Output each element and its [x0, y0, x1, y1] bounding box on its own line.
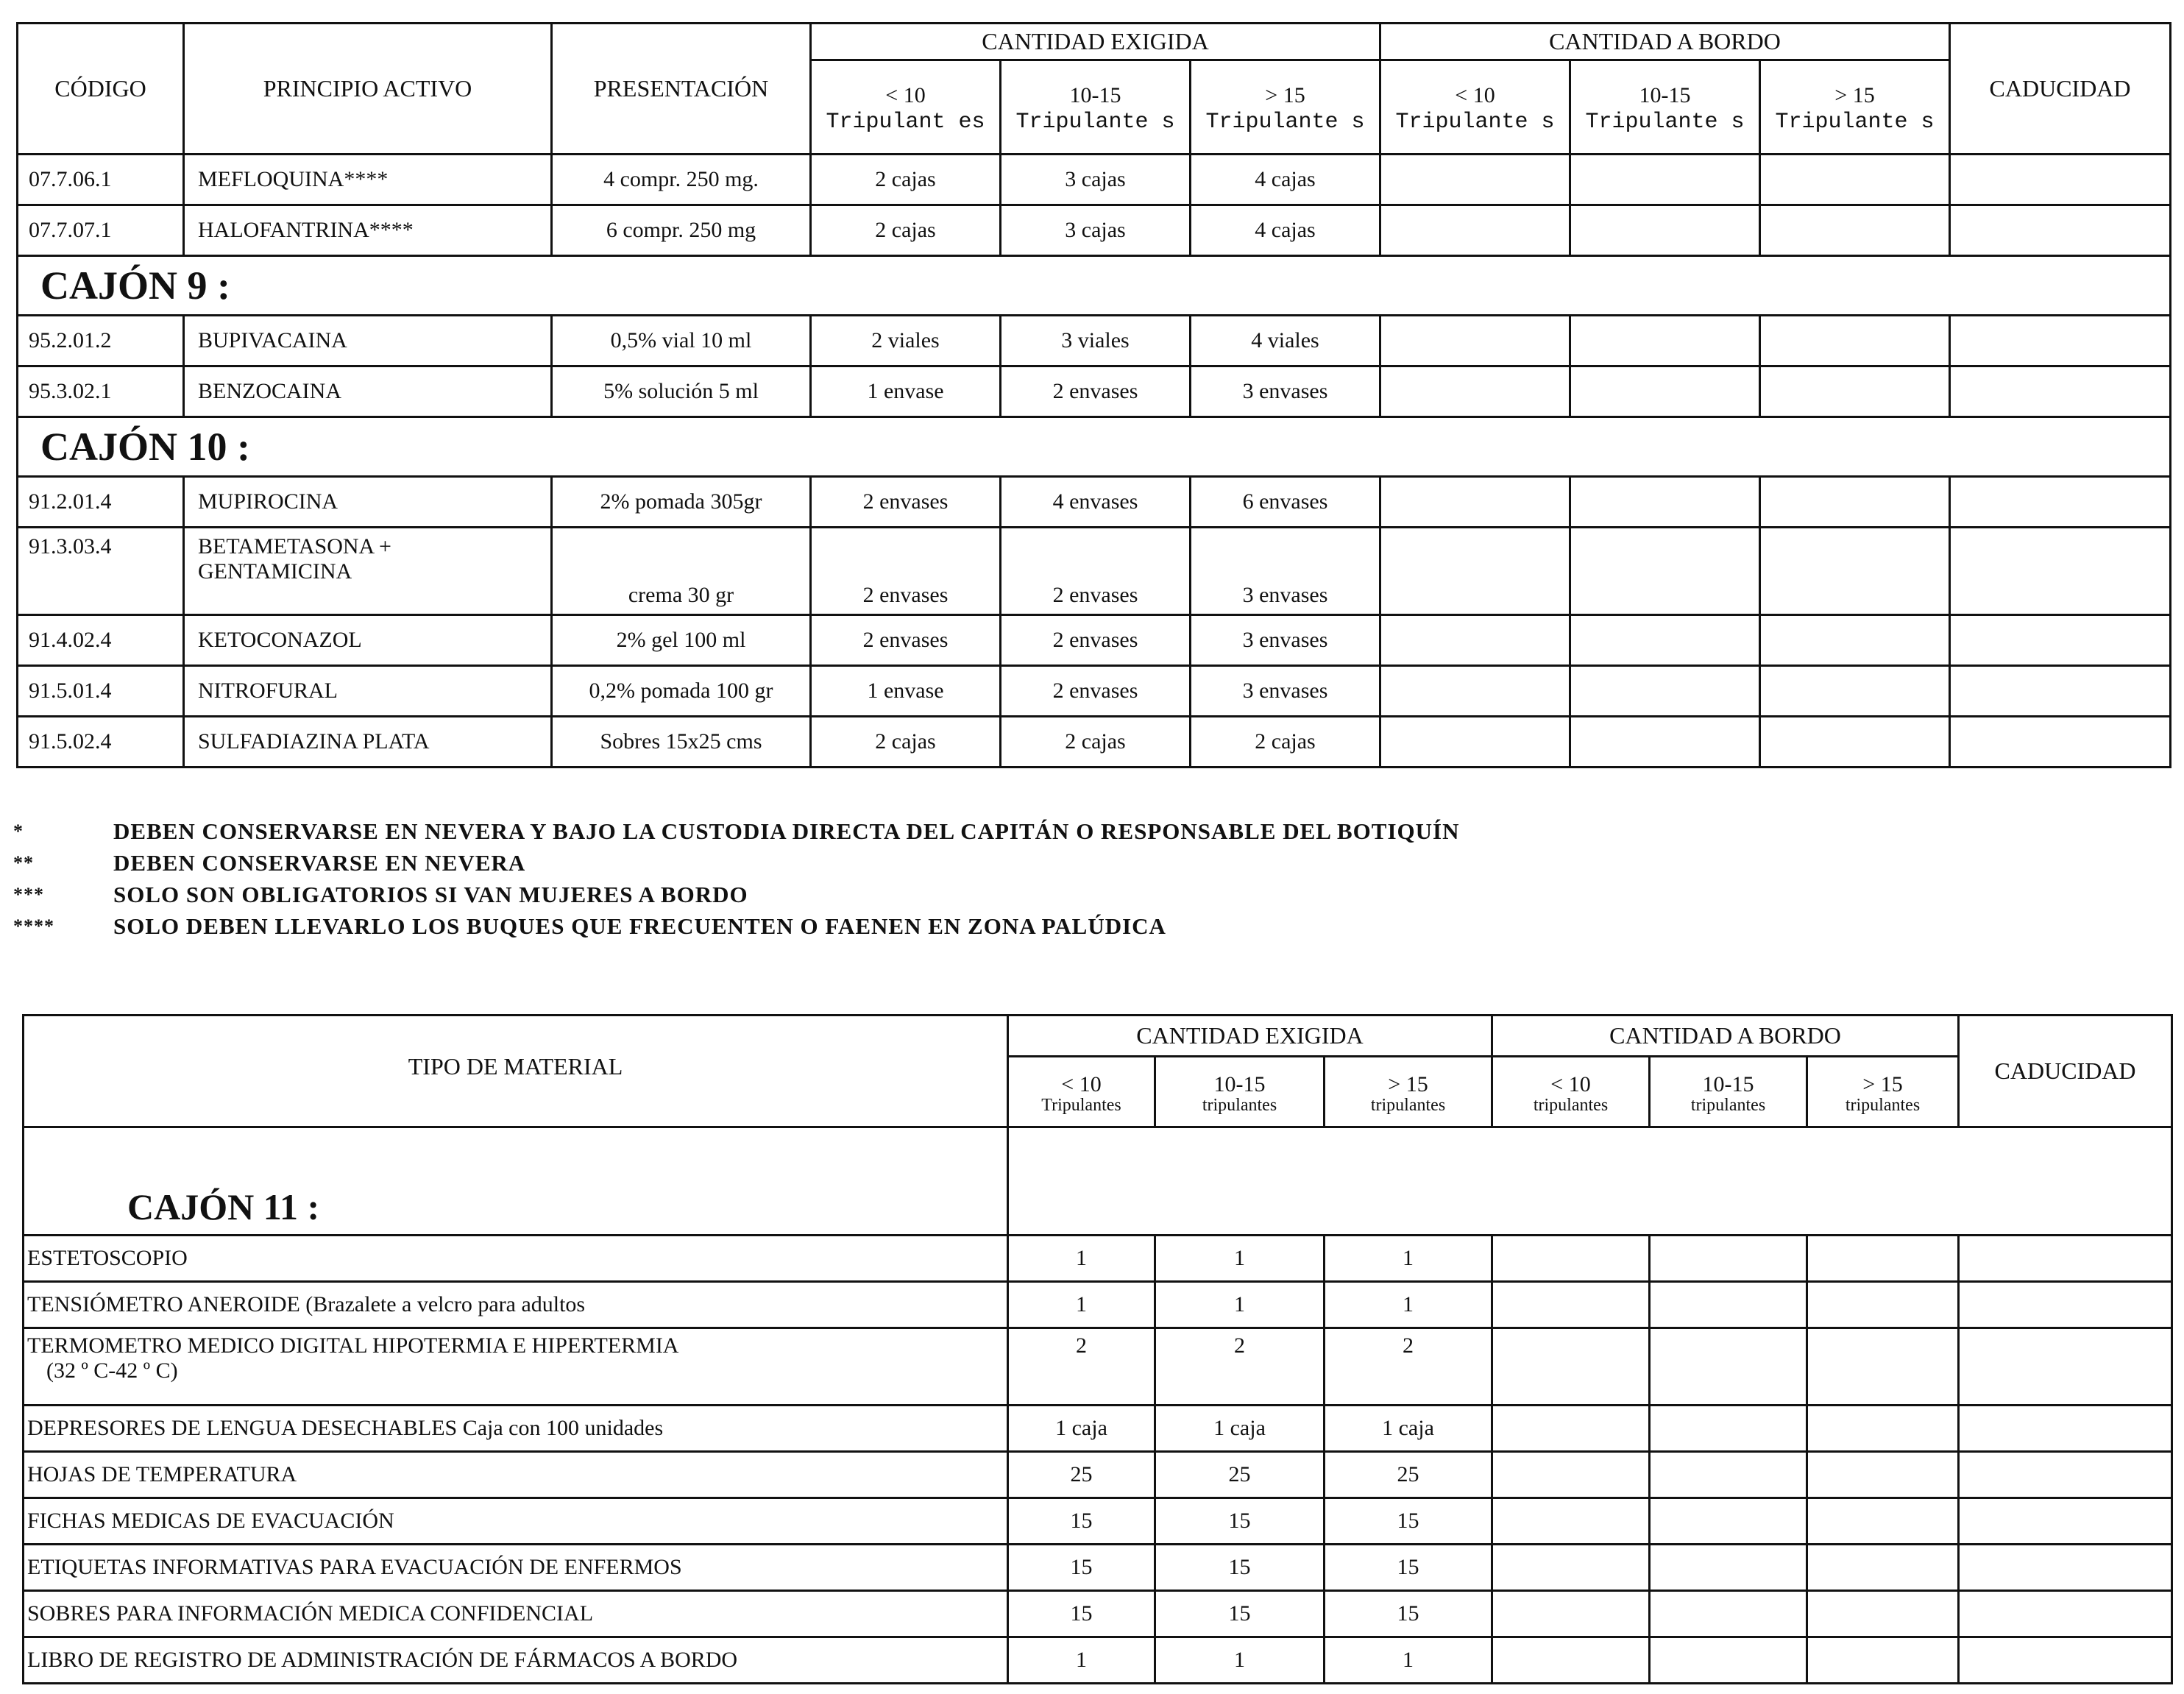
- subheader-bordo-lt10: [1492, 1057, 1650, 1127]
- exigida-gt15-cell: 3 envases: [1191, 615, 1380, 666]
- table-row: [18, 615, 2171, 666]
- subheader-bordo-gt15: [1760, 60, 1950, 155]
- table-row: [18, 666, 2171, 717]
- exigida-lt10-cell: 15: [1008, 1545, 1155, 1591]
- caducidad-input-cell[interactable]: [1950, 316, 2171, 366]
- exigida-lt10-cell: 2 cajas: [811, 717, 1001, 768]
- footnote-legend: [10, 815, 1459, 942]
- caducidad-input-cell[interactable]: [1959, 1406, 2172, 1452]
- bordo-input-cell[interactable]: [1650, 1591, 1807, 1637]
- caducidad-input-cell[interactable]: [1950, 615, 2171, 666]
- bordo-input-cell[interactable]: [1492, 1236, 1650, 1282]
- table-row: [24, 1406, 2172, 1452]
- bordo-input-cell[interactable]: [1760, 366, 1950, 417]
- caducidad-input-cell[interactable]: [1959, 1637, 2172, 1684]
- principio-line: GENTAMICINA: [198, 559, 352, 584]
- codigo-cell: 95.3.02.1: [18, 366, 184, 417]
- presentacion-cell: 2% gel 100 ml: [552, 615, 811, 666]
- caducidad-input-cell[interactable]: [1959, 1498, 2172, 1545]
- exigida-gt15-cell: 4 cajas: [1191, 155, 1380, 205]
- codigo-cell: 91.5.01.4: [18, 666, 184, 717]
- caducidad-input-cell[interactable]: [1950, 666, 2171, 717]
- exigida-gt15-cell: 1: [1325, 1637, 1492, 1684]
- bordo-input-cell[interactable]: [1760, 528, 1950, 615]
- principio-cell: SULFADIAZINA PLATA: [184, 717, 552, 768]
- exigida-gt15-cell: 1 caja: [1325, 1406, 1492, 1452]
- subheader-exigida-lt10: [1008, 1057, 1155, 1127]
- caducidad-input-cell[interactable]: [1959, 1328, 2172, 1406]
- codigo-cell: 91.2.01.4: [18, 477, 184, 528]
- exigida-gt15-cell: 3 envases: [1191, 366, 1380, 417]
- exigida-lt10-cell: 15: [1008, 1498, 1155, 1545]
- legend-mark: ***: [13, 883, 44, 905]
- subheader-label: tripulantes: [1845, 1095, 1921, 1115]
- section-title: CAJÓN 10 :: [18, 417, 2171, 477]
- bordo-input-cell[interactable]: [1807, 1545, 1959, 1591]
- exigida-gt15-cell: 3 envases: [1191, 528, 1380, 615]
- subheader-label: Tripulante s: [1015, 109, 1175, 135]
- bordo-input-cell[interactable]: [1570, 366, 1760, 417]
- legend-item: [10, 847, 1459, 879]
- table-row: [24, 1637, 2172, 1684]
- bordo-input-cell[interactable]: [1807, 1498, 1959, 1545]
- bordo-input-cell[interactable]: [1807, 1452, 1959, 1498]
- principio-cell: [184, 528, 552, 615]
- subheader-bordo-gt15: [1807, 1057, 1959, 1127]
- subheader-range: 10-15: [1639, 82, 1691, 107]
- presentacion-cell: 0,5% vial 10 ml: [552, 316, 811, 366]
- caducidad-input-cell[interactable]: [1959, 1282, 2172, 1328]
- principio-cell: BENZOCAINA: [184, 366, 552, 417]
- subheader-label: tripulantes: [1202, 1095, 1277, 1115]
- subheader-label: Tripulantes: [1041, 1095, 1121, 1115]
- subheader-bordo-10-15: [1570, 60, 1760, 155]
- exigida-gt15-cell: 3 envases: [1191, 666, 1380, 717]
- codigo-cell: 91.4.02.4: [18, 615, 184, 666]
- presentacion-cell: 2% pomada 305gr: [552, 477, 811, 528]
- bordo-input-cell[interactable]: [1650, 1406, 1807, 1452]
- bordo-input-cell[interactable]: [1380, 666, 1570, 717]
- bordo-input-cell[interactable]: [1492, 1328, 1650, 1406]
- bordo-input-cell[interactable]: [1492, 1545, 1650, 1591]
- principio-cell: BUPIVACAINA: [184, 316, 552, 366]
- exigida-10-15-cell: 3 cajas: [1001, 155, 1191, 205]
- legend-mark: **: [13, 851, 34, 873]
- bordo-input-cell[interactable]: [1570, 155, 1760, 205]
- caducidad-input-cell[interactable]: [1950, 528, 2171, 615]
- table-row: [18, 316, 2171, 366]
- legend-item: [10, 910, 1459, 942]
- exigida-10-15-cell: 2 envases: [1001, 615, 1191, 666]
- subheader-range: > 15: [1265, 82, 1305, 107]
- legend-text: SOLO SON OBLIGATORIOS SI VAN MUJERES A BORDO: [113, 881, 748, 907]
- section-title: CAJÓN 11 :: [24, 1127, 1008, 1236]
- principio-cell: HALOFANTRINA****: [184, 205, 552, 256]
- table-row: [24, 1282, 2172, 1328]
- subheader-exigida-10-15: [1001, 60, 1191, 155]
- subheader-label: tripulantes: [1533, 1095, 1609, 1115]
- exigida-gt15-cell: 1: [1325, 1236, 1492, 1282]
- material-cell: ETIQUETAS INFORMATIVAS PARA EVACUACIÓN DE ENFERMOS: [24, 1545, 1008, 1591]
- bordo-input-cell[interactable]: [1650, 1637, 1807, 1684]
- header-caducidad: CADUCIDAD: [1950, 24, 2171, 155]
- bordo-input-cell[interactable]: [1380, 717, 1570, 768]
- subheader-range: < 10: [1455, 82, 1495, 107]
- exigida-10-15-cell: 1 caja: [1155, 1406, 1325, 1452]
- material-cell: HOJAS DE TEMPERATURA: [24, 1452, 1008, 1498]
- exigida-lt10-cell: 1: [1008, 1637, 1155, 1684]
- table-row: [18, 205, 2171, 256]
- bordo-input-cell[interactable]: [1807, 1637, 1959, 1684]
- table-row: [24, 1591, 2172, 1637]
- subheader-range: > 15: [1388, 1072, 1428, 1097]
- bordo-input-cell[interactable]: [1492, 1452, 1650, 1498]
- exigida-lt10-cell: 2 cajas: [811, 155, 1001, 205]
- bordo-input-cell[interactable]: [1650, 1498, 1807, 1545]
- bordo-input-cell[interactable]: [1807, 1591, 1959, 1637]
- header-tipo-material: TIPO DE MATERIAL: [24, 1016, 1008, 1127]
- bordo-input-cell[interactable]: [1760, 155, 1950, 205]
- bordo-input-cell[interactable]: [1650, 1452, 1807, 1498]
- exigida-lt10-cell: 2: [1008, 1328, 1155, 1406]
- bordo-input-cell[interactable]: [1492, 1591, 1650, 1637]
- subheader-exigida-gt15: [1191, 60, 1380, 155]
- bordo-input-cell[interactable]: [1570, 205, 1760, 256]
- codigo-cell: 91.3.03.4: [18, 528, 184, 615]
- subheader-range: < 10: [1061, 1072, 1102, 1097]
- codigo-cell: 07.7.06.1: [18, 155, 184, 205]
- subheader-label: tripulantes: [1370, 1095, 1446, 1115]
- header-cantidad-a-bordo: CANTIDAD A BORDO: [1380, 24, 1950, 60]
- exigida-10-15-cell: 2 envases: [1001, 366, 1191, 417]
- exigida-gt15-cell: 15: [1325, 1591, 1492, 1637]
- exigida-gt15-cell: 6 envases: [1191, 477, 1380, 528]
- subheader-exigida-10-15: [1155, 1057, 1325, 1127]
- caducidad-input-cell[interactable]: [1959, 1452, 2172, 1498]
- legend-item: [10, 879, 1459, 910]
- material-cell: TENSIÓMETRO ANEROIDE (Brazalete a velcro para adultos: [24, 1282, 1008, 1328]
- exigida-lt10-cell: 2 viales: [811, 316, 1001, 366]
- bordo-input-cell[interactable]: [1807, 1236, 1959, 1282]
- exigida-gt15-cell: 4 cajas: [1191, 205, 1380, 256]
- table-row: [24, 1328, 2172, 1406]
- principio-cell: MUPIROCINA: [184, 477, 552, 528]
- subheader-range: < 10: [885, 82, 926, 107]
- table-row: [18, 528, 2171, 615]
- subheader-label: Tripulante s: [1775, 109, 1935, 135]
- header-cantidad-exigida: CANTIDAD EXIGIDA: [1008, 1016, 1492, 1057]
- presentacion-cell: 6 compr. 250 mg: [552, 205, 811, 256]
- caducidad-input-cell[interactable]: [1950, 477, 2171, 528]
- material-table: [22, 1014, 2173, 1684]
- table-row: [18, 155, 2171, 205]
- subheader-range: > 15: [1834, 82, 1875, 107]
- bordo-input-cell[interactable]: [1380, 155, 1570, 205]
- header-cantidad-a-bordo: CANTIDAD A BORDO: [1492, 1016, 1959, 1057]
- exigida-lt10-cell: 1: [1008, 1282, 1155, 1328]
- material-cell: [24, 1328, 1008, 1406]
- exigida-10-15-cell: 15: [1155, 1498, 1325, 1545]
- exigida-10-15-cell: 15: [1155, 1545, 1325, 1591]
- exigida-10-15-cell: 15: [1155, 1591, 1325, 1637]
- table-row: [18, 477, 2171, 528]
- header-principio-activo: PRINCIPIO ACTIVO: [184, 24, 552, 155]
- table-row: [24, 1498, 2172, 1545]
- material-line: (32 º C-42 º C): [46, 1358, 178, 1383]
- exigida-lt10-cell: 2 cajas: [811, 205, 1001, 256]
- table-row: [24, 1452, 2172, 1498]
- exigida-lt10-cell: 1: [1008, 1236, 1155, 1282]
- exigida-gt15-cell: 25: [1325, 1452, 1492, 1498]
- exigida-lt10-cell: 15: [1008, 1591, 1155, 1637]
- bordo-input-cell[interactable]: [1570, 615, 1760, 666]
- subheader-label: Tripulante s: [1395, 109, 1555, 135]
- material-cell: SOBRES PARA INFORMACIÓN MEDICA CONFIDENCIAL: [24, 1591, 1008, 1637]
- exigida-10-15-cell: 2: [1155, 1328, 1325, 1406]
- caducidad-input-cell[interactable]: [1950, 205, 2171, 256]
- legend-text: DEBEN CONSERVARSE EN NEVERA Y BAJO LA CUSTODIA DIRECTA DEL CAPITÁN O RESPONSABLE DEL BOTIQUÍN: [113, 818, 1460, 844]
- principio-line: BETAMETASONA +: [198, 534, 391, 559]
- subheader-range: 10-15: [1213, 1072, 1266, 1097]
- bordo-input-cell[interactable]: [1570, 477, 1760, 528]
- caducidad-input-cell[interactable]: [1959, 1545, 2172, 1591]
- codigo-cell: 91.5.02.4: [18, 717, 184, 768]
- header-caducidad: CADUCIDAD: [1959, 1016, 2172, 1127]
- exigida-gt15-cell: 1: [1325, 1282, 1492, 1328]
- exigida-lt10-cell: 2 envases: [811, 477, 1001, 528]
- principio-cell: MEFLOQUINA****: [184, 155, 552, 205]
- caducidad-input-cell[interactable]: [1950, 155, 2171, 205]
- bordo-input-cell[interactable]: [1760, 205, 1950, 256]
- bordo-input-cell[interactable]: [1380, 205, 1570, 256]
- bordo-input-cell[interactable]: [1650, 1545, 1807, 1591]
- subheader-exigida-lt10: [811, 60, 1001, 155]
- exigida-10-15-cell: 1: [1155, 1236, 1325, 1282]
- exigida-10-15-cell: 3 viales: [1001, 316, 1191, 366]
- bordo-input-cell[interactable]: [1380, 366, 1570, 417]
- exigida-10-15-cell: 1: [1155, 1637, 1325, 1684]
- header-presentacion: PRESENTACIÓN: [552, 24, 811, 155]
- header-codigo: CÓDIGO: [18, 24, 184, 155]
- material-cell: DEPRESORES DE LENGUA DESECHABLES Caja con 100 unidades: [24, 1406, 1008, 1452]
- subheader-bordo-lt10: [1380, 60, 1570, 155]
- material-line: TERMOMETRO MEDICO DIGITAL HIPOTERMIA E HIPERTERMIA: [27, 1333, 679, 1358]
- exigida-lt10-cell: 1 envase: [811, 366, 1001, 417]
- legend-text: SOLO DEBEN LLEVARLO LOS BUQUES QUE FRECUENTEN O FAENEN EN ZONA PALÚDICA: [113, 912, 1166, 939]
- bordo-input-cell[interactable]: [1380, 528, 1570, 615]
- exigida-lt10-cell: 25: [1008, 1452, 1155, 1498]
- bordo-input-cell[interactable]: [1807, 1282, 1959, 1328]
- exigida-10-15-cell: 1: [1155, 1282, 1325, 1328]
- presentacion-cell: 4 compr. 250 mg.: [552, 155, 811, 205]
- principio-cell: NITROFURAL: [184, 666, 552, 717]
- header-cantidad-exigida: CANTIDAD EXIGIDA: [811, 24, 1380, 60]
- subheader-label: tripulantes: [1690, 1095, 1766, 1115]
- codigo-cell: 95.2.01.2: [18, 316, 184, 366]
- section-row-cajon-9: [18, 256, 2171, 316]
- legend-text: DEBEN CONSERVARSE EN NEVERA: [113, 849, 526, 876]
- caducidad-input-cell[interactable]: [1950, 366, 2171, 417]
- exigida-lt10-cell: 2 envases: [811, 615, 1001, 666]
- table-row: [24, 1545, 2172, 1591]
- exigida-10-15-cell: 25: [1155, 1452, 1325, 1498]
- bordo-input-cell[interactable]: [1570, 316, 1760, 366]
- caducidad-input-cell[interactable]: [1959, 1591, 2172, 1637]
- exigida-gt15-cell: 15: [1325, 1498, 1492, 1545]
- exigida-lt10-cell: 2 envases: [811, 528, 1001, 615]
- presentacion-cell: 5% solución 5 ml: [552, 366, 811, 417]
- exigida-10-15-cell: 2 cajas: [1001, 717, 1191, 768]
- bordo-input-cell[interactable]: [1492, 1637, 1650, 1684]
- section-row-cajon-11: [24, 1127, 2172, 1236]
- subheader-label: Tripulant es: [826, 109, 985, 135]
- presentacion-cell: Sobres 15x25 cms: [552, 717, 811, 768]
- exigida-lt10-cell: 1 envase: [811, 666, 1001, 717]
- bordo-input-cell[interactable]: [1807, 1328, 1959, 1406]
- bordo-input-cell[interactable]: [1760, 316, 1950, 366]
- legend-mark: *: [13, 820, 24, 842]
- bordo-input-cell[interactable]: [1492, 1498, 1650, 1545]
- bordo-input-cell[interactable]: [1650, 1236, 1807, 1282]
- bordo-input-cell[interactable]: [1380, 615, 1570, 666]
- subheader-range: > 15: [1862, 1072, 1903, 1097]
- subheader-range: 10-15: [1069, 82, 1121, 107]
- table-row: [18, 717, 2171, 768]
- caducidad-input-cell[interactable]: [1950, 717, 2171, 768]
- section-blank: [1008, 1127, 2172, 1236]
- exigida-10-15-cell: 2 envases: [1001, 666, 1191, 717]
- caducidad-input-cell[interactable]: [1959, 1236, 2172, 1282]
- subheader-label: Tripulante s: [1585, 109, 1745, 135]
- bordo-input-cell[interactable]: [1570, 666, 1760, 717]
- bordo-input-cell[interactable]: [1492, 1282, 1650, 1328]
- bordo-input-cell[interactable]: [1570, 717, 1760, 768]
- bordo-input-cell[interactable]: [1492, 1406, 1650, 1452]
- medication-table: [16, 22, 2171, 768]
- subheader-exigida-gt15: [1325, 1057, 1492, 1127]
- bordo-input-cell[interactable]: [1380, 316, 1570, 366]
- exigida-gt15-cell: 2 cajas: [1191, 717, 1380, 768]
- bordo-input-cell[interactable]: [1570, 528, 1760, 615]
- section-row-cajon-10: [18, 417, 2171, 477]
- subheader-bordo-10-15: [1650, 1057, 1807, 1127]
- exigida-10-15-cell: 4 envases: [1001, 477, 1191, 528]
- codigo-cell: 07.7.07.1: [18, 205, 184, 256]
- subheader-range: < 10: [1550, 1072, 1591, 1097]
- material-cell: LIBRO DE REGISTRO DE ADMINISTRACIÓN DE FÁRMACOS A BORDO: [24, 1637, 1008, 1684]
- legend-item: [10, 815, 1459, 847]
- principio-cell: KETOCONAZOL: [184, 615, 552, 666]
- material-cell: FICHAS MEDICAS DE EVACUACIÓN: [24, 1498, 1008, 1545]
- bordo-input-cell[interactable]: [1760, 477, 1950, 528]
- presentacion-cell: 0,2% pomada 100 gr: [552, 666, 811, 717]
- section-title: CAJÓN 9 :: [18, 256, 2171, 316]
- table-row: [24, 1236, 2172, 1282]
- legend-mark: ****: [13, 915, 54, 937]
- exigida-lt10-cell: 1 caja: [1008, 1406, 1155, 1452]
- bordo-input-cell[interactable]: [1380, 477, 1570, 528]
- bordo-input-cell[interactable]: [1760, 717, 1950, 768]
- bordo-input-cell[interactable]: [1760, 615, 1950, 666]
- exigida-gt15-cell: 2: [1325, 1328, 1492, 1406]
- subheader-label: Tripulante s: [1205, 109, 1365, 135]
- bordo-input-cell[interactable]: [1650, 1282, 1807, 1328]
- exigida-10-15-cell: 2 envases: [1001, 528, 1191, 615]
- subheader-range: 10-15: [1702, 1072, 1754, 1097]
- exigida-gt15-cell: 4 viales: [1191, 316, 1380, 366]
- exigida-gt15-cell: 15: [1325, 1545, 1492, 1591]
- bordo-input-cell[interactable]: [1650, 1328, 1807, 1406]
- material-cell: ESTETOSCOPIO: [24, 1236, 1008, 1282]
- exigida-10-15-cell: 3 cajas: [1001, 205, 1191, 256]
- table-row: [18, 366, 2171, 417]
- presentacion-cell: crema 30 gr: [552, 528, 811, 615]
- bordo-input-cell[interactable]: [1807, 1406, 1959, 1452]
- bordo-input-cell[interactable]: [1760, 666, 1950, 717]
